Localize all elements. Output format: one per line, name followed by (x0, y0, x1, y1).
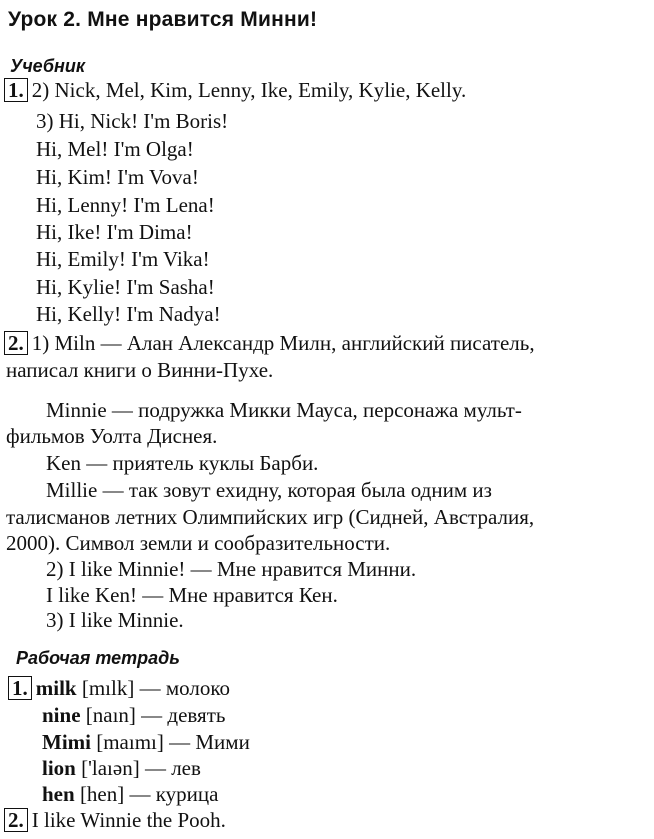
greeting-line: Hi, Kelly! I'm Nadya! (36, 302, 221, 326)
vocab-word: Mimi (42, 730, 91, 754)
greeting-line: Hi, Emily! I'm Vika! (36, 247, 210, 271)
millie-line-1: Millie — так зовут ехидну, которая была одним из (46, 478, 492, 502)
vocab-translation: [maımı] — Мими (90, 730, 250, 754)
exercise-number-box: 1. (4, 78, 28, 102)
textbook-ex1-item3: 3) Hi, Nick! I'm Boris! (36, 109, 229, 133)
exercise-number-box: 2. (4, 331, 28, 355)
textbook-ex2-item2-line2: I like Ken! — Мне нравится Кен. (46, 583, 338, 607)
greeting-line: Hi, Kylie! I'm Sasha! (36, 275, 215, 299)
vocab-line (42, 703, 225, 728)
vocab-word: nine (42, 703, 81, 727)
workbook-ex1-line-1 (8, 676, 230, 701)
vocab-word: hen (42, 782, 75, 806)
greeting-line: Hi, Ike! I'm Dima! (36, 220, 193, 244)
section-heading-workbook: Рабочая тетрадь (16, 648, 180, 668)
textbook-ex1-line-1 (4, 78, 466, 103)
minnie-line-2: фильмов Уолта Диснея. (6, 424, 218, 448)
textbook-ex2-item1-line1: 1) Miln — Алан Александр Милн, английский писатель, (31, 331, 535, 355)
vocab-word: lion (42, 756, 76, 780)
ken-line: Ken — приятель куклы Барби. (46, 451, 319, 475)
millie-line-3: 2000). Символ земли и сообразительности. (6, 531, 391, 555)
vocab-line (42, 782, 218, 807)
greeting-line: Hi, Kim! I'm Vova! (36, 165, 199, 189)
page-title: Урок 2. Мне нравится Минни! (8, 8, 318, 31)
exercise-number-box: 2. (4, 808, 28, 832)
exercise-number-box: 1. (8, 676, 32, 700)
textbook-ex2-line-1 (4, 331, 535, 356)
vocab-translation: ['laıən] — лев (75, 756, 201, 780)
vocab-line (42, 730, 250, 755)
vocab-word: milk (35, 676, 77, 700)
textbook-ex2-item2-line1: 2) I like Minnie! — Мне нравится Минни. (46, 557, 417, 581)
workbook-ex2-text: I like Winnie the Pooh. (31, 808, 226, 832)
minnie-line-1: Minnie — подружка Микки Мауса, персонажа мульт- (46, 398, 522, 422)
vocab-translation: [mılk] — молоко (76, 676, 230, 700)
greeting-line: Hi, Mel! I'm Olga! (36, 137, 194, 161)
greeting-line: Hi, Lenny! I'm Lena! (36, 193, 215, 217)
textbook-ex2-item3: 3) I like Minnie. (46, 608, 184, 632)
workbook-ex2-line (4, 808, 226, 833)
millie-line-2: талисманов летних Олимпийских игр (Сидней, Австралия, (6, 505, 535, 529)
vocab-translation: [naın] — девять (80, 703, 226, 727)
vocab-translation: [hen] — курица (74, 782, 219, 806)
section-heading-textbook: Учебник (10, 56, 86, 76)
vocab-line (42, 756, 201, 781)
textbook-ex2-item1-line2: написал книги о Винни-Пухе. (6, 358, 274, 382)
textbook-ex1-item2: 2) Nick, Mel, Kim, Lenny, Ike, Emily, Kylie, Kelly. (31, 78, 467, 102)
